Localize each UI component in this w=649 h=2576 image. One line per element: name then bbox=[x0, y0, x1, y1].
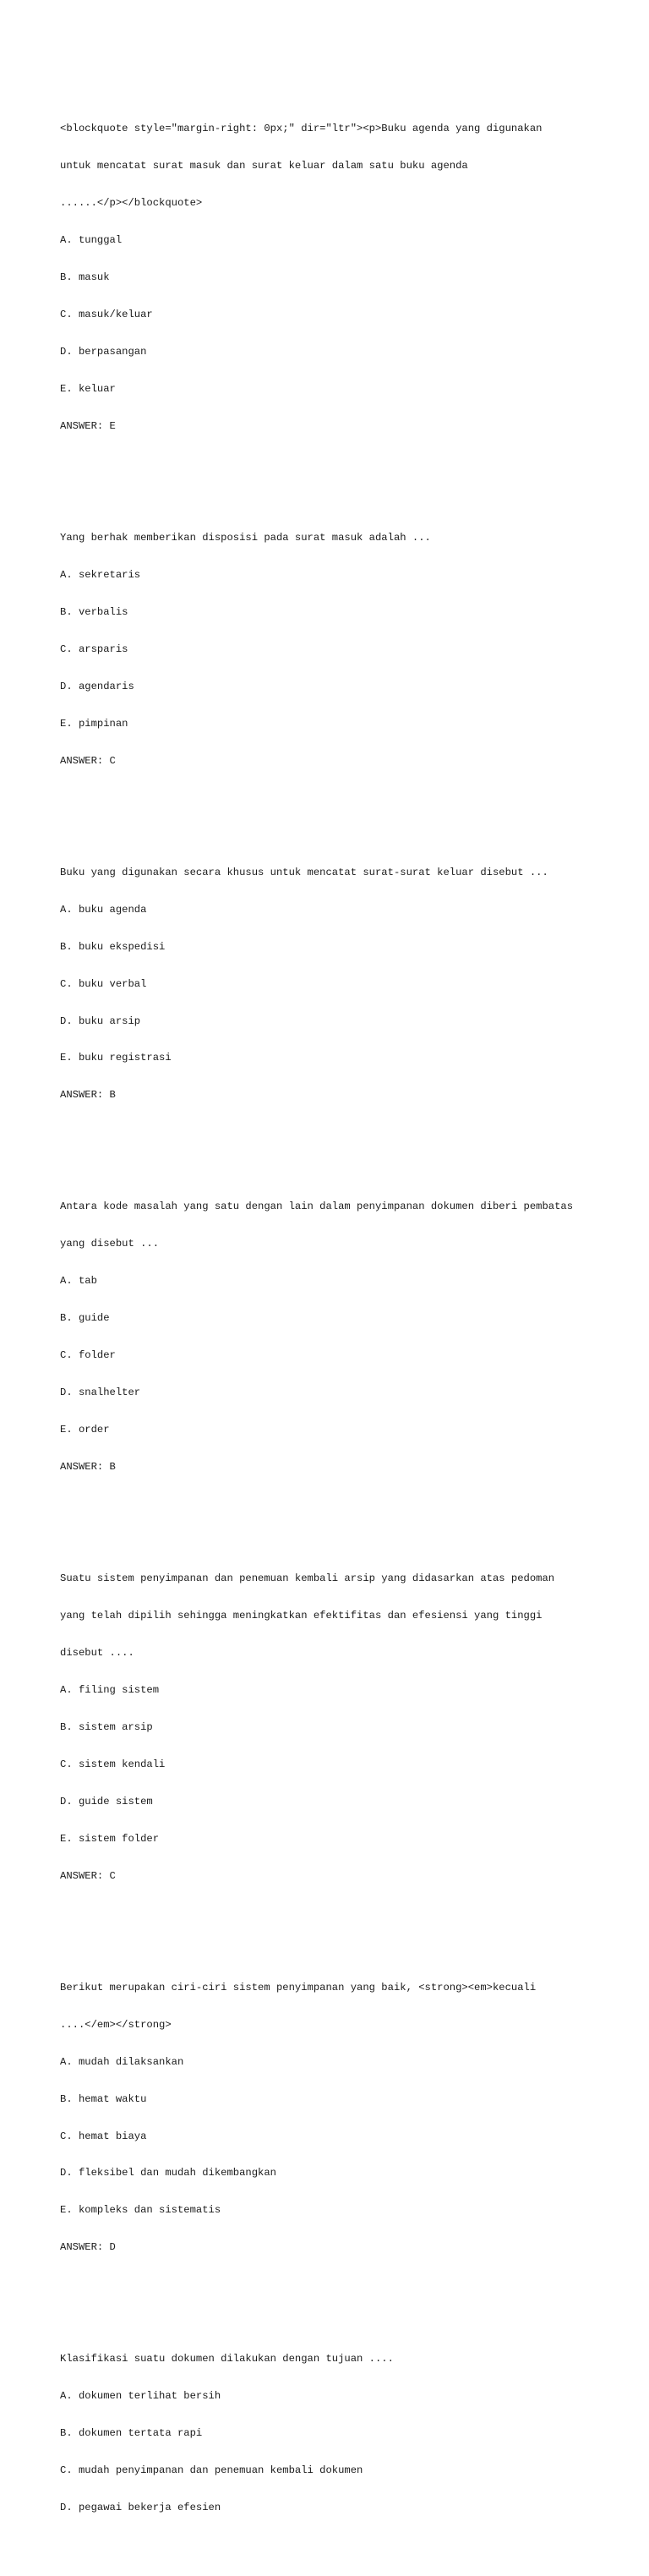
question-stem-line: Klasifikasi suatu dokumen dilakukan dengan tujuan .... bbox=[60, 2353, 394, 2365]
option-e: E. kompleks dan sistematis bbox=[60, 2204, 221, 2217]
option-c: C. folder bbox=[60, 1349, 116, 1362]
option-e: E. sistem folder bbox=[60, 1832, 160, 1845]
option-e: E. keluar bbox=[60, 383, 116, 396]
question-stem-line: yang disebut ... bbox=[60, 1238, 160, 1250]
option-d: D. buku arsip bbox=[60, 1015, 141, 1027]
question-stem-line: Buku yang digunakan secara khusus untuk mencatat surat-surat keluar disebut ... bbox=[60, 866, 548, 878]
question-stem-line: ....</em></strong> bbox=[60, 2018, 172, 2031]
answer-key: ANSWER: B bbox=[60, 1089, 116, 1102]
option-b: B. verbalis bbox=[60, 605, 128, 618]
option-b: B. sistem arsip bbox=[60, 1720, 153, 1733]
question-2 bbox=[60, 507, 618, 792]
question-6 bbox=[60, 1956, 618, 2278]
option-a: A. mudah dilaksankan bbox=[60, 2055, 184, 2068]
option-c: C. arsparis bbox=[60, 643, 128, 655]
answer-key: ANSWER: C bbox=[60, 754, 116, 767]
option-d: D. snalhelter bbox=[60, 1386, 141, 1399]
option-a: A. buku agenda bbox=[60, 903, 147, 916]
option-a: A. dokumen terlihat bersih bbox=[60, 2390, 221, 2403]
option-d: D. berpasangan bbox=[60, 346, 147, 358]
question-stem-line: ......</p></blockquote> bbox=[60, 197, 203, 210]
option-b: B. buku ekspedisi bbox=[60, 940, 166, 953]
option-c: C. hemat biaya bbox=[60, 2130, 147, 2142]
question-stem-line: Suatu sistem penyimpanan dan penemuan kembali arsip yang didasarkan atas pedoman bbox=[60, 1572, 555, 1584]
option-b: B. masuk bbox=[60, 271, 110, 284]
option-b: B. guide bbox=[60, 1312, 110, 1325]
answer-key: ANSWER: D bbox=[60, 2241, 116, 2254]
question-stem-line: disebut .... bbox=[60, 1646, 134, 1659]
question-5 bbox=[60, 1548, 618, 1907]
option-b: B. dokumen tertata rapi bbox=[60, 2427, 203, 2440]
option-a: A. tab bbox=[60, 1275, 97, 1288]
document-page bbox=[60, 61, 618, 2576]
option-a: A. filing sistem bbox=[60, 1683, 160, 1696]
option-d: D. pegawai bekerja efesien bbox=[60, 2502, 221, 2514]
answer-key: ANSWER: B bbox=[60, 1461, 116, 1474]
question-stem-line: untuk mencatat surat masuk dan surat keluar dalam satu buku agenda bbox=[60, 160, 468, 172]
option-c: C. masuk/keluar bbox=[60, 309, 153, 321]
option-e: E. pimpinan bbox=[60, 717, 128, 730]
option-d: D. agendaris bbox=[60, 680, 134, 692]
question-1 bbox=[60, 98, 618, 457]
question-stem-line: <blockquote style="margin-right: 0px;" dir="ltr"><p>Buku agenda yang digunakan bbox=[60, 123, 543, 135]
answer-key: ANSWER: E bbox=[60, 420, 116, 433]
option-e: E. buku registrasi bbox=[60, 1052, 172, 1064]
option-e: E. order bbox=[60, 1424, 110, 1436]
option-c: C. sistem kendali bbox=[60, 1758, 166, 1770]
option-b: B. hemat waktu bbox=[60, 2092, 147, 2105]
option-d: D. fleksibel dan mudah dikembangkan bbox=[60, 2167, 276, 2179]
question-stem-line: Berikut merupakan ciri-ciri sistem penyimpanan yang baik, <strong><em>kecuali bbox=[60, 1981, 537, 1994]
question-7 bbox=[60, 2328, 618, 2539]
option-a: A. sekretaris bbox=[60, 568, 141, 581]
question-4 bbox=[60, 1176, 618, 1498]
question-stem-line: Antara kode masalah yang satu dengan lain dalam penyimpanan dokumen diberi pembatas bbox=[60, 1200, 574, 1213]
question-stem-line: Yang berhak memberikan disposisi pada surat masuk adalah ... bbox=[60, 531, 431, 544]
answer-key: ANSWER: C bbox=[60, 1869, 116, 1882]
option-a: A. tunggal bbox=[60, 234, 123, 247]
question-3 bbox=[60, 841, 618, 1126]
option-c: C. mudah penyimpanan dan penemuan kembali dokumen bbox=[60, 2464, 363, 2477]
option-d: D. guide sistem bbox=[60, 1795, 153, 1808]
option-c: C. buku verbal bbox=[60, 977, 147, 990]
question-stem-line: yang telah dipilih sehingga meningkatkan efektifitas dan efesiensi yang tinggi bbox=[60, 1609, 543, 1622]
